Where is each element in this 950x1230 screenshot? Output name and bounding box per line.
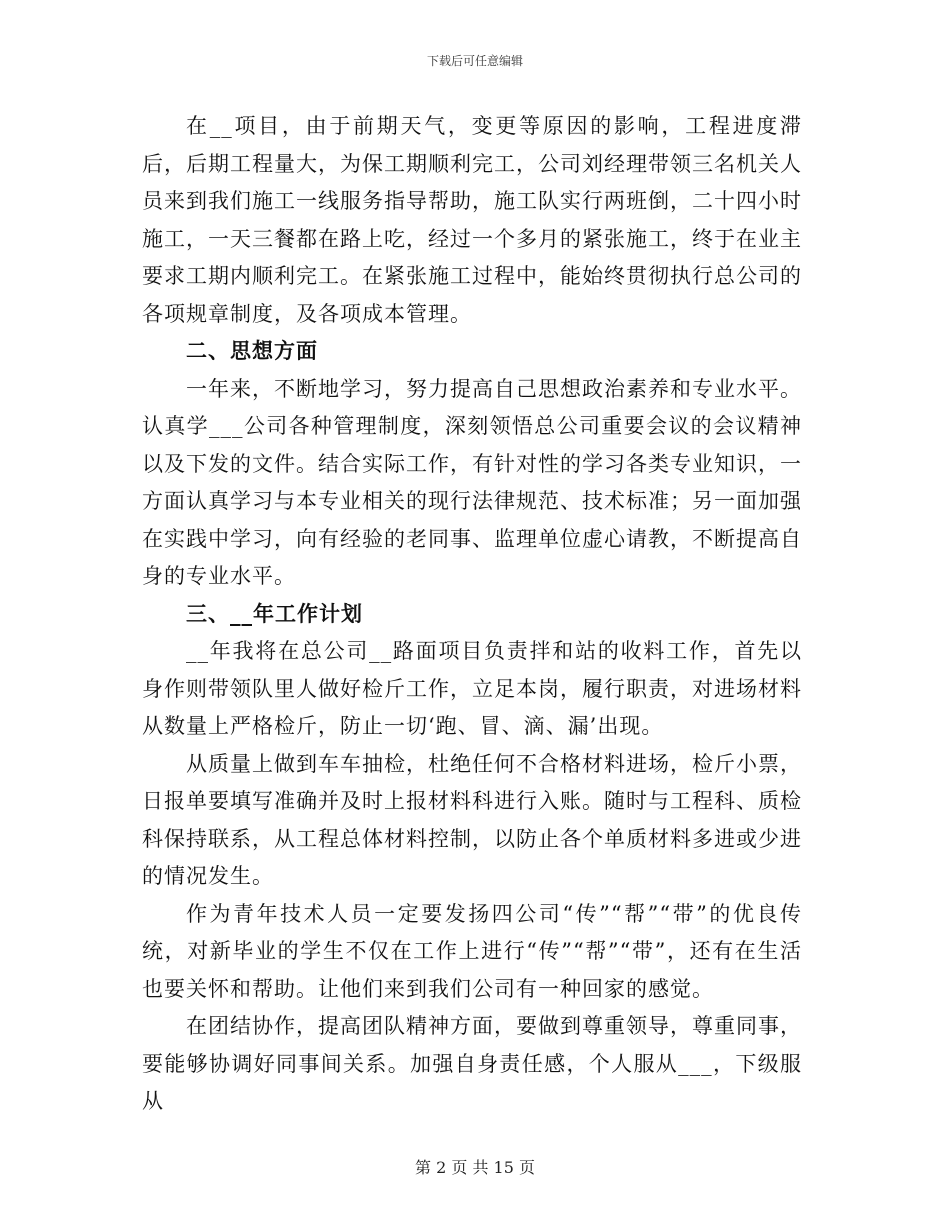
paragraph-work-plan: __年我将在总公司__路面项目负责拌和站的收料工作，首先以身作则带领队里人做好检斤工作，立足本岗，履行职责，对进场材料从数量上严格检斤，防止一切‘跑、冒、滴、漏’出现。 [142, 639, 802, 738]
paragraph-teamwork: 在团结协作，提高团队精神方面，要做到尊重领导，尊重同事，要能够协调好同事间关系。加强自身责任感，个人服从___，下级服从 [142, 1014, 802, 1113]
paragraph-project-completion: 在__项目，由于前期天气，变更等原因的影响，工程进度滞后，后期工程量大，为保工期顺利完工，公司刘经理带领三名机关人员来到我们施工一线服务指导帮助，施工队实行两班倒，二十四小时施工，一天三餐都在路上吃，经过一个多月的紧张施工，终于在业主要求工期内顺利完工。在紧张施工过程中，能始终贯彻执行总公司的各项规章制度，及各项成本管理。 [142, 114, 802, 326]
section-heading-work-plan: 三、__年工作计划 [186, 601, 363, 626]
paragraph-quality-check: 从质量上做到车车抽检，杜绝任何不合格材料进场，检斤小票，日报单要填写准确并及时上报材料科进行入账。随时与工程科、质检科保持联系，从工程总体材料控制，以防止各个单质材料多进或少进的情况发生。 [142, 751, 802, 888]
paragraph-ideology: 一年来，不断地学习，努力提高自己思想政治素养和专业水平。认真学___公司各种管理制度，深刻领悟总公司重要会议的会议精神以及下发的文件。结合实际工作，有针对性的学习各类专业知识，一方面认真学习与本专业相关的现行法律规范、技术标准；另一面加强在实践中学习，向有经验的老同事、监理单位虚心请教，不断提高自身的专业水平。 [142, 376, 802, 588]
page-number-footer: 第 2 页 共 15 页 [415, 1158, 535, 1177]
header-note: 下载后可任意编辑 [426, 54, 523, 68]
document-body [142, 108, 802, 1121]
section-heading-ideology: 二、思想方面 [186, 339, 318, 363]
paragraph-youth-tradition: 作为青年技术人员一定要发扬四公司“传”“帮”“带”的优良传统，对新毕业的学生不仅在工作上进行“传”“帮”“带”，还有在生活也要关怀和帮助。让他们来到我们公司有一种回家的感觉。 [142, 901, 802, 1001]
